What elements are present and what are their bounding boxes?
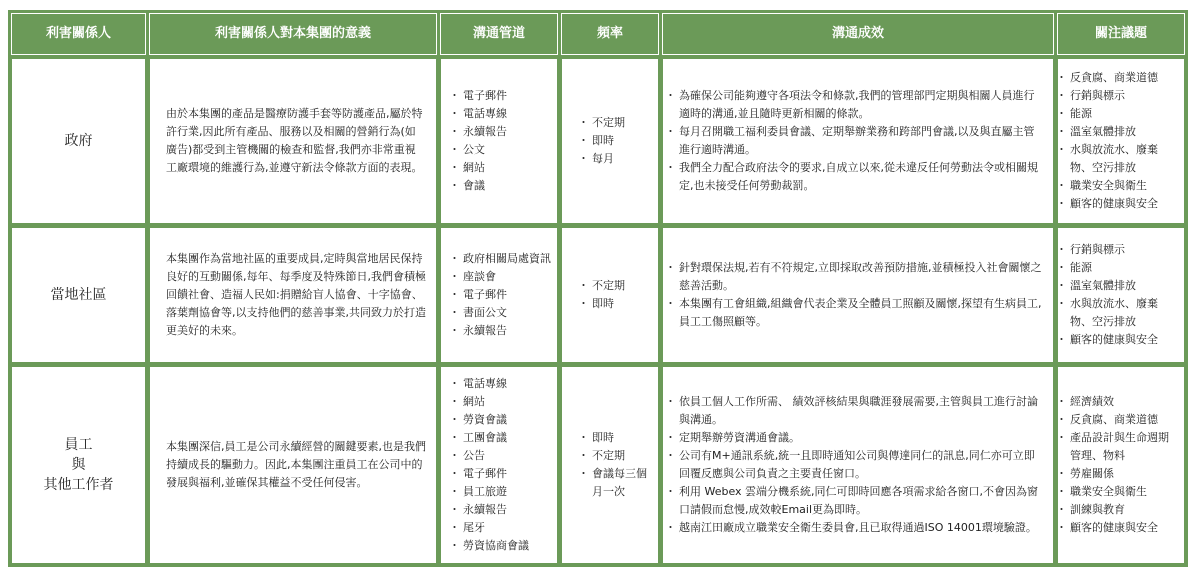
- stakeholder-name: [11, 366, 146, 564]
- effects-cell: [662, 58, 1054, 224]
- stakeholder-name-line: 當地社區: [50, 287, 107, 303]
- list-item: ・ 顧客的健康與安全: [1062, 519, 1178, 537]
- header-topics: 關注議題: [1057, 13, 1185, 55]
- header-channels: 溝通管道: [440, 13, 558, 55]
- list-item: ・ 水與放流水、廢棄物、空污排放: [1062, 295, 1178, 331]
- header-effects: 溝通成效: [662, 13, 1054, 55]
- list-item: ・ 即時: [584, 132, 652, 150]
- list-item: ・ 電子郵件: [455, 286, 551, 304]
- table-row: [11, 227, 1185, 363]
- list-item: ・ 永續報告: [455, 501, 551, 519]
- list-item: ・ 不定期: [584, 114, 652, 132]
- list-item: ・ 會議: [455, 177, 551, 195]
- list-item: ・ 即時: [584, 295, 652, 313]
- table-row: [11, 58, 1185, 224]
- list-item: ・ 電話專線: [455, 375, 551, 393]
- meaning-cell: 由於本集團的產品是醫療防護手套等防護產品,屬於特許行業,因此所有產品、服務以及相關的營銷行為(如廣告)都受到主管機關的檢查和監督,我們亦非常重視工廠環境的維護行為,並遵守新法令條款方面的表現。: [149, 58, 437, 224]
- list-item: ・ 勞雇關係: [1062, 465, 1178, 483]
- header-meaning: 利害關係人對本集團的意義: [149, 13, 437, 55]
- list-item: ・ 利用 Webex 雲端分機系統,同仁可即時回應各項需求給各窗口,不會因為窗口請假而怠慢,成效較Email更為即時。: [671, 483, 1043, 519]
- list-item: ・ 經濟績效: [1062, 393, 1178, 411]
- list-item: ・ 為確保公司能夠遵守各項法令和條款,我們的管理部門定期與相關人員進行適時的溝通,並且隨時更新相關的條款。: [671, 87, 1043, 123]
- header-stakeholder: 利害關係人: [11, 13, 146, 55]
- frequency-cell: [561, 58, 659, 224]
- frequency-cell: [561, 227, 659, 363]
- list-item: ・ 網站: [455, 393, 551, 411]
- header-row: [11, 13, 1185, 55]
- list-item: ・ 依員工個人工作所需、 績效評核結果與職涯發展需要,主管與員工進行討論與溝通。: [671, 393, 1043, 429]
- list-item: ・ 勞資協商會議: [455, 537, 551, 555]
- list-item: ・ 能源: [1062, 105, 1178, 123]
- list-item: ・ 溫室氣體排放: [1062, 123, 1178, 141]
- list-item: ・ 行銷與標示: [1062, 241, 1178, 259]
- stakeholder-name-line: 與: [71, 457, 86, 473]
- list-item: ・ 不定期: [584, 277, 652, 295]
- list-item: ・ 產品設計與生命週期管理、物料: [1062, 429, 1178, 465]
- list-item: ・ 越南江田廠成立職業安全衛生委員會,且已取得通過ISO 14001環境驗證。: [671, 519, 1043, 537]
- list-item: ・ 顧客的健康與安全: [1062, 331, 1178, 349]
- list-item: ・ 反貪腐、商業道德: [1062, 69, 1178, 87]
- list-item: ・ 公告: [455, 447, 551, 465]
- list-item: ・ 永續報告: [455, 322, 551, 340]
- stakeholder-name-line: 員工: [64, 437, 93, 453]
- list-item: ・ 職業安全與衛生: [1062, 177, 1178, 195]
- meaning-cell: 本集團作為當地社區的重要成員,定時與當地居民保持良好的互動關係,每年、每季度及特殊節日,我們會積極回饋社會、造福人民如:捐贈給盲人協會、十字協會、落葉劑協會等,以支持他們的慈善事業,共同致力於打造更美好的未來。: [149, 227, 437, 363]
- channels-cell: [440, 227, 558, 363]
- list-item: ・ 尾牙: [455, 519, 551, 537]
- list-item: ・ 公司有M+通訊系統,統一且即時通知公司與傳達同仁的訊息,同仁亦可立即回覆反應與公司負責之主要責任窗口。: [671, 447, 1043, 483]
- list-item: ・ 我們全力配合政府法令的要求,自成立以來,從未違反任何勞動法令或相關規定,也未接受任何勞動裁罰。: [671, 159, 1043, 195]
- list-item: ・ 電子郵件: [455, 87, 551, 105]
- frequency-cell: [561, 366, 659, 564]
- effects-cell: [662, 366, 1054, 564]
- list-item: ・ 員工旅遊: [455, 483, 551, 501]
- stakeholder-name: [11, 58, 146, 224]
- list-item: ・ 反貪腐、商業道德: [1062, 411, 1178, 429]
- list-item: ・ 網站: [455, 159, 551, 177]
- list-item: ・ 座談會: [455, 268, 551, 286]
- effects-cell: [662, 227, 1054, 363]
- stakeholder-name-line: 其他工作者: [43, 477, 114, 493]
- list-item: ・ 針對環保法規,若有不符規定,立即採取改善預防措施,並積極投入社會關懷之慈善活動。: [671, 259, 1043, 295]
- list-item: ・ 會議每三個月一次: [584, 465, 652, 501]
- header-frequency: 頻率: [561, 13, 659, 55]
- list-item: ・ 訓練與教育: [1062, 501, 1178, 519]
- channels-cell: [440, 58, 558, 224]
- list-item: ・ 行銷與標示: [1062, 87, 1178, 105]
- list-item: ・ 本集團有工會組織,組織會代表企業及全體員工照顧及關懷,探望有生病員工,員工工傷照顧等。: [671, 295, 1043, 331]
- topics-cell: [1057, 227, 1185, 363]
- list-item: ・ 工團會議: [455, 429, 551, 447]
- topics-cell: [1057, 58, 1185, 224]
- list-item: ・ 政府相關局處資訊: [455, 250, 551, 268]
- stakeholder-name: [11, 227, 146, 363]
- list-item: ・ 定期舉辦勞資溝通會議。: [671, 429, 1043, 447]
- list-item: ・ 不定期: [584, 447, 652, 465]
- list-item: ・ 水與放流水、廢棄物、空污排放: [1062, 141, 1178, 177]
- list-item: ・ 電子郵件: [455, 465, 551, 483]
- list-item: ・ 電話專線: [455, 105, 551, 123]
- list-item: ・ 每月: [584, 150, 652, 168]
- list-item: ・ 職業安全與衛生: [1062, 483, 1178, 501]
- stakeholder-table: [8, 10, 1188, 567]
- meaning-cell: 本集團深信,員工是公司永續經營的關鍵要素,也是我們持續成長的驅動力。因此,本集團注重員工在公司中的發展與福利,並確保其權益不受任何侵害。: [149, 366, 437, 564]
- list-item: ・ 勞資會議: [455, 411, 551, 429]
- list-item: ・ 即時: [584, 429, 652, 447]
- list-item: ・ 書面公文: [455, 304, 551, 322]
- list-item: ・ 公文: [455, 141, 551, 159]
- list-item: ・ 永續報告: [455, 123, 551, 141]
- topics-cell: [1057, 366, 1185, 564]
- list-item: ・ 顧客的健康與安全: [1062, 195, 1178, 213]
- table-row: [11, 366, 1185, 564]
- stakeholder-name-line: 政府: [64, 133, 93, 149]
- list-item: ・ 能源: [1062, 259, 1178, 277]
- list-item: ・ 溫室氣體排放: [1062, 277, 1178, 295]
- channels-cell: [440, 366, 558, 564]
- list-item: ・ 每月召開職工福利委員會議、定期舉辦業務和跨部門會議,以及與直屬主管進行適時溝通。: [671, 123, 1043, 159]
